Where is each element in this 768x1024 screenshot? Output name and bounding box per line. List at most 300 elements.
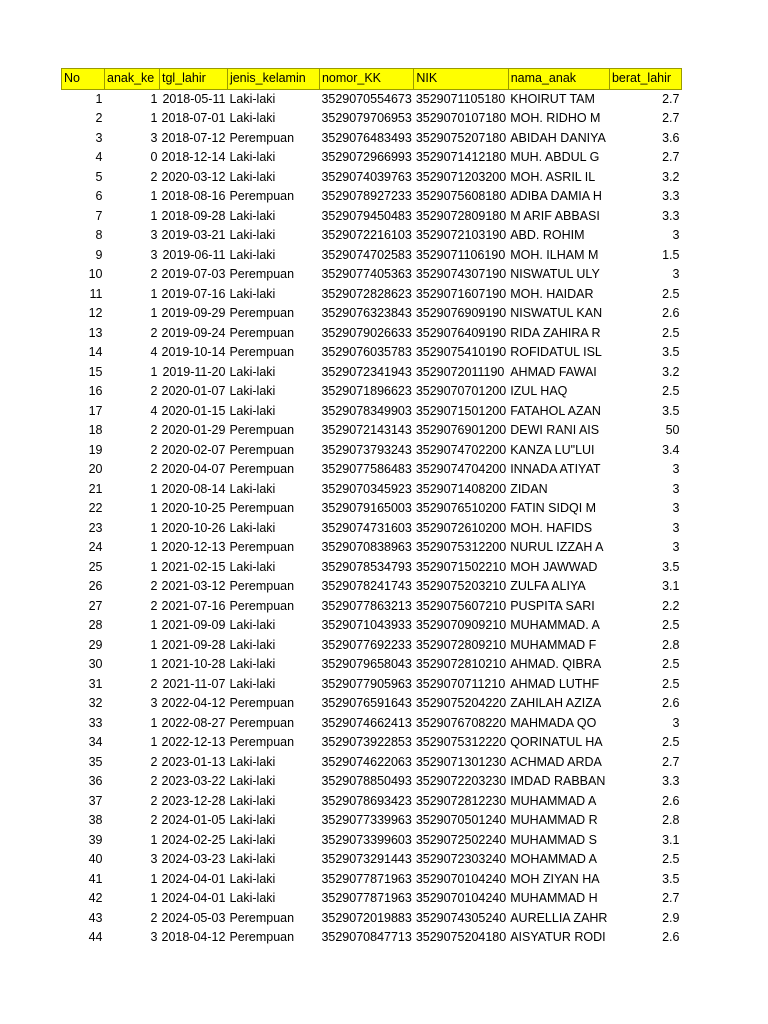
cell-no[interactable]: 41: [88, 871, 103, 886]
cell-nik[interactable]: 3529076909190: [415, 306, 507, 320]
cell-jenis-kelamin[interactable]: Laki-laki: [229, 637, 276, 652]
cell-no[interactable]: 3: [95, 130, 103, 145]
cell-anak-ke[interactable]: 1: [150, 832, 158, 847]
cell-tgl-lahir[interactable]: 2019-09-24: [161, 325, 226, 340]
cell-no[interactable]: 19: [88, 442, 103, 457]
cell-nik[interactable]: 3529072303240: [415, 852, 507, 866]
cell-anak-ke[interactable]: 3: [150, 130, 158, 145]
cell-tgl-lahir[interactable]: 2021-10-28: [161, 657, 226, 671]
cell-nama-anak[interactable]: AURELLIA ZAHR: [510, 910, 608, 925]
cell-nama-anak[interactable]: M ARIF ABBASI: [510, 208, 600, 223]
cell-nama-anak[interactable]: ZULFA ALIYA: [510, 579, 586, 593]
cell-berat-lahir[interactable]: 2.7: [662, 111, 680, 125]
cell-tgl-lahir[interactable]: 2023-03-22: [161, 774, 226, 788]
cell-berat-lahir[interactable]: 2.6: [662, 306, 680, 320]
cell-nomor-kk[interactable]: 3529072143143: [321, 423, 412, 437]
cell-tgl-lahir[interactable]: 2021-03-12: [161, 579, 226, 593]
cell-jenis-kelamin[interactable]: Perempuan: [229, 130, 295, 145]
cell-tgl-lahir[interactable]: 2019-07-16: [161, 286, 226, 301]
cell-nik[interactable]: 3529070909210: [415, 618, 507, 632]
cell-no[interactable]: 33: [88, 715, 103, 730]
cell-nik[interactable]: 3529074305240: [415, 910, 507, 925]
cell-nik[interactable]: 3529071408200: [415, 481, 507, 496]
cell-tgl-lahir[interactable]: 2024-03-23: [161, 852, 226, 866]
cell-no[interactable]: 14: [88, 345, 103, 359]
cell-berat-lahir[interactable]: 3.2: [662, 364, 680, 379]
cell-berat-lahir[interactable]: 2.7: [662, 150, 680, 164]
cell-anak-ke[interactable]: 1: [150, 871, 158, 886]
cell-nama-anak[interactable]: MOH ZIYAN HA: [510, 871, 600, 886]
cell-nik[interactable]: 3529072809180: [415, 208, 507, 223]
cell-nama-anak[interactable]: MUHAMMAD A: [510, 793, 597, 808]
cell-nomor-kk[interactable]: 3529077586483: [321, 462, 412, 476]
cell-jenis-kelamin[interactable]: Laki-laki: [229, 813, 276, 827]
cell-no[interactable]: 21: [88, 481, 103, 496]
cell-nomor-kk[interactable]: 3529078349903: [321, 403, 412, 418]
cell-no[interactable]: 27: [88, 598, 103, 613]
cell-berat-lahir[interactable]: 3.2: [662, 169, 680, 184]
cell-tgl-lahir[interactable]: 2018-12-14: [161, 150, 226, 164]
cell-nama-anak[interactable]: FATIN SIDQI M: [510, 501, 597, 515]
cell-nomor-kk[interactable]: 3529071043933: [321, 618, 412, 632]
cell-nomor-kk[interactable]: 3529077863213: [321, 598, 412, 613]
cell-jenis-kelamin[interactable]: Laki-laki: [229, 169, 276, 184]
cell-nik[interactable]: 3529075207180: [415, 130, 507, 145]
cell-jenis-kelamin[interactable]: Perempuan: [229, 696, 295, 710]
cell-berat-lahir[interactable]: 2.5: [662, 657, 680, 671]
cell-anak-ke[interactable]: 2: [150, 267, 158, 281]
cell-tgl-lahir[interactable]: 2020-01-29: [161, 423, 226, 437]
cell-tgl-lahir[interactable]: 2019-07-03: [161, 267, 226, 281]
cell-anak-ke[interactable]: 2: [150, 442, 158, 457]
cell-nama-anak[interactable]: PUSPITA SARI: [510, 598, 595, 613]
cell-nik[interactable]: 3529076510200: [415, 501, 507, 515]
header-cell-nama-anak[interactable]: nama_anak: [508, 69, 609, 90]
cell-nama-anak[interactable]: NISWATUL ULY: [510, 267, 600, 281]
cell-anak-ke[interactable]: 3: [150, 696, 158, 710]
cell-nomor-kk[interactable]: 3529073922853: [321, 735, 412, 749]
cell-nama-anak[interactable]: DEWI RANI AIS: [510, 423, 600, 437]
cell-jenis-kelamin[interactable]: Laki-laki: [229, 754, 276, 769]
cell-nik[interactable]: 3529072809210: [415, 637, 507, 652]
cell-jenis-kelamin[interactable]: Laki-laki: [229, 384, 276, 398]
cell-jenis-kelamin[interactable]: Laki-laki: [229, 793, 276, 808]
cell-nomor-kk[interactable]: 3529072019883: [321, 910, 412, 925]
cell-nik[interactable]: 3529071203200: [415, 169, 507, 184]
cell-anak-ke[interactable]: 1: [150, 540, 158, 554]
cell-anak-ke[interactable]: 1: [150, 208, 158, 223]
cell-berat-lahir[interactable]: 2.5: [662, 676, 680, 691]
cell-nomor-kk[interactable]: 3529077905963: [321, 676, 412, 691]
cell-tgl-lahir[interactable]: 2020-10-26: [161, 520, 226, 535]
cell-tgl-lahir[interactable]: 2018-05-11: [162, 91, 226, 106]
cell-nama-anak[interactable]: MOH. RIDHO M: [510, 111, 601, 125]
cell-jenis-kelamin[interactable]: Perempuan: [229, 910, 295, 925]
cell-berat-lahir[interactable]: 2.8: [662, 813, 680, 827]
cell-tgl-lahir[interactable]: 2024-04-01: [161, 871, 226, 886]
cell-nomor-kk[interactable]: 3529078534793: [321, 559, 412, 574]
cell-berat-lahir[interactable]: 3: [672, 520, 680, 535]
cell-anak-ke[interactable]: 1: [150, 306, 158, 320]
cell-nomor-kk[interactable]: 3529078693423: [321, 793, 412, 808]
cell-tgl-lahir[interactable]: 2021-09-09: [161, 618, 226, 632]
cell-nik[interactable]: 3529072203230: [415, 774, 507, 788]
cell-berat-lahir[interactable]: 2.5: [662, 618, 680, 632]
cell-nik[interactable]: 3529070701200: [415, 384, 507, 398]
cell-anak-ke[interactable]: 1: [150, 657, 158, 671]
cell-berat-lahir[interactable]: 3: [672, 501, 680, 515]
cell-jenis-kelamin[interactable]: Perempuan: [229, 189, 295, 203]
cell-tgl-lahir[interactable]: 2023-01-13: [161, 754, 226, 769]
cell-jenis-kelamin[interactable]: Laki-laki: [229, 403, 276, 418]
cell-no[interactable]: 12: [88, 306, 103, 320]
cell-nik[interactable]: 3529075607210: [415, 598, 507, 613]
cell-nomor-kk[interactable]: 3529079026633: [321, 325, 412, 340]
cell-nomor-kk[interactable]: 3529070345923: [321, 481, 412, 496]
cell-tgl-lahir[interactable]: 2020-01-15: [161, 403, 226, 418]
cell-berat-lahir[interactable]: 2.5: [662, 384, 680, 398]
cell-berat-lahir[interactable]: 3.6: [662, 130, 680, 145]
cell-no[interactable]: 4: [95, 150, 103, 164]
cell-no[interactable]: 38: [88, 813, 103, 827]
cell-nama-anak[interactable]: IMDAD RABBAN: [510, 774, 606, 788]
cell-nomor-kk[interactable]: 3529072216103: [321, 228, 412, 242]
cell-nik[interactable]: 3529071301230: [415, 754, 507, 769]
cell-nomor-kk[interactable]: 3529079450483: [321, 208, 412, 223]
cell-jenis-kelamin[interactable]: Perempuan: [229, 735, 295, 749]
cell-anak-ke[interactable]: 3: [150, 228, 158, 242]
cell-jenis-kelamin[interactable]: Perempuan: [229, 267, 295, 281]
cell-nik[interactable]: 3529075608180: [415, 189, 507, 203]
cell-nomor-kk[interactable]: 3529073399603: [321, 832, 412, 847]
cell-nama-anak[interactable]: ZAHILAH AZIZA: [510, 696, 602, 710]
cell-no[interactable]: 25: [88, 559, 103, 574]
cell-nomor-kk[interactable]: 3529074662413: [321, 715, 412, 730]
cell-nama-anak[interactable]: MOH. HAIDAR: [510, 286, 594, 301]
cell-tgl-lahir[interactable]: 2020-08-14: [161, 481, 226, 496]
cell-jenis-kelamin[interactable]: Perempuan: [229, 423, 295, 437]
cell-nama-anak[interactable]: MUHAMMAD. A: [510, 618, 600, 632]
cell-anak-ke[interactable]: 1: [150, 618, 158, 632]
cell-nik[interactable]: 3529071106190: [415, 247, 506, 262]
cell-tgl-lahir[interactable]: 2020-02-07: [161, 442, 226, 457]
cell-no[interactable]: 1: [95, 91, 103, 106]
cell-anak-ke[interactable]: 2: [150, 579, 158, 593]
cell-tgl-lahir[interactable]: 2018-07-01: [161, 111, 226, 125]
cell-nama-anak[interactable]: RIDA ZAHIRA R: [510, 325, 601, 340]
cell-no[interactable]: 20: [88, 462, 103, 476]
cell-no[interactable]: 43: [88, 910, 103, 925]
cell-tgl-lahir[interactable]: 2024-02-25: [161, 832, 226, 847]
header-cell-tgl-lahir[interactable]: tgl_lahir: [160, 69, 228, 90]
header-cell-nik[interactable]: NIK: [414, 69, 508, 90]
cell-anak-ke[interactable]: 1: [150, 559, 158, 574]
cell-berat-lahir[interactable]: 1.5: [662, 247, 680, 262]
cell-tgl-lahir[interactable]: 2019-03-21: [161, 228, 226, 242]
cell-nomor-kk[interactable]: 3529079658043: [321, 657, 412, 671]
cell-anak-ke[interactable]: 1: [150, 364, 158, 379]
cell-tgl-lahir[interactable]: 2024-01-05: [161, 813, 226, 827]
cell-anak-ke[interactable]: 4: [150, 403, 158, 418]
cell-no[interactable]: 32: [88, 696, 103, 710]
cell-berat-lahir[interactable]: 3.1: [662, 832, 680, 847]
cell-berat-lahir[interactable]: 3: [672, 481, 680, 496]
cell-no[interactable]: 31: [88, 676, 103, 691]
cell-no[interactable]: 40: [88, 852, 103, 866]
cell-nomor-kk[interactable]: 3529073291443: [321, 852, 412, 866]
cell-nik[interactable]: 3529075204180: [415, 930, 507, 944]
cell-no[interactable]: 9: [95, 247, 103, 262]
cell-berat-lahir[interactable]: 2.5: [662, 852, 680, 866]
cell-anak-ke[interactable]: 1: [150, 520, 158, 535]
cell-tgl-lahir[interactable]: 2018-04-12: [161, 930, 226, 944]
cell-nik[interactable]: 3529074704200: [415, 462, 507, 476]
cell-jenis-kelamin[interactable]: Perempuan: [229, 325, 295, 340]
cell-no[interactable]: 17: [88, 403, 103, 418]
cell-jenis-kelamin[interactable]: Laki-laki: [229, 832, 276, 847]
cell-no[interactable]: 28: [88, 618, 103, 632]
cell-jenis-kelamin[interactable]: Perempuan: [229, 930, 295, 944]
cell-anak-ke[interactable]: 2: [150, 813, 158, 827]
cell-berat-lahir[interactable]: 3.3: [662, 774, 680, 788]
cell-nama-anak[interactable]: MOH. HAFIDS: [510, 520, 593, 535]
cell-jenis-kelamin[interactable]: Perempuan: [229, 306, 295, 320]
cell-nomor-kk[interactable]: 3529073793243: [321, 442, 412, 457]
cell-anak-ke[interactable]: 1: [150, 189, 158, 203]
cell-jenis-kelamin[interactable]: Laki-laki: [229, 871, 276, 886]
cell-jenis-kelamin[interactable]: Perempuan: [229, 462, 295, 476]
cell-jenis-kelamin[interactable]: Perempuan: [229, 715, 295, 730]
cell-anak-ke[interactable]: 3: [150, 930, 158, 944]
cell-no[interactable]: 13: [88, 325, 103, 340]
cell-nik[interactable]: 3529070104240: [415, 891, 507, 905]
cell-jenis-kelamin[interactable]: Perempuan: [229, 501, 295, 515]
cell-berat-lahir[interactable]: 3.5: [662, 559, 680, 574]
cell-jenis-kelamin[interactable]: Laki-laki: [229, 364, 276, 379]
cell-no[interactable]: 18: [88, 423, 103, 437]
cell-jenis-kelamin[interactable]: Laki-laki: [229, 247, 276, 262]
cell-nama-anak[interactable]: ADIBA DAMIA H: [510, 189, 602, 203]
cell-nik[interactable]: 3529075312220: [415, 735, 507, 749]
cell-no[interactable]: 24: [88, 540, 103, 554]
cell-jenis-kelamin[interactable]: Laki-laki: [229, 774, 276, 788]
cell-anak-ke[interactable]: 1: [150, 111, 158, 125]
cell-anak-ke[interactable]: 2: [150, 169, 158, 184]
cell-nama-anak[interactable]: ROFIDATUL ISL: [510, 345, 602, 359]
cell-nama-anak[interactable]: ACHMAD ARDA: [510, 754, 602, 769]
cell-tgl-lahir[interactable]: 2020-10-25: [161, 501, 226, 515]
cell-nama-anak[interactable]: INNADA ATIYAT: [510, 462, 601, 476]
cell-nik[interactable]: 3529076409190: [415, 325, 507, 340]
cell-nik[interactable]: 3529075410190: [415, 345, 507, 359]
cell-berat-lahir[interactable]: 3.5: [662, 871, 680, 886]
cell-nik[interactable]: 3529072812230: [415, 793, 507, 808]
cell-berat-lahir[interactable]: 2.5: [662, 735, 680, 749]
cell-nomor-kk[interactable]: 3529078850493: [321, 774, 412, 788]
header-cell-berat-lahir[interactable]: berat_lahir: [609, 69, 681, 90]
cell-nik[interactable]: 3529070711210: [415, 676, 506, 691]
cell-nomor-kk[interactable]: 3529078241743: [321, 579, 412, 593]
cell-berat-lahir[interactable]: 3: [672, 715, 680, 730]
cell-nama-anak[interactable]: FATAHOL AZAN: [510, 403, 601, 418]
cell-nomor-kk[interactable]: 3529070838963: [321, 540, 412, 554]
header-cell-anak-ke[interactable]: anak_ke: [105, 69, 160, 90]
cell-jenis-kelamin[interactable]: Laki-laki: [229, 111, 276, 125]
cell-nama-anak[interactable]: MUHAMMAD H: [510, 891, 598, 905]
cell-nomor-kk[interactable]: 3529074702583: [321, 247, 412, 262]
cell-nama-anak[interactable]: MUHAMMAD S: [510, 832, 598, 847]
cell-no[interactable]: 23: [88, 520, 103, 535]
cell-no[interactable]: 2: [95, 111, 103, 125]
cell-nomor-kk[interactable]: 3529079165003: [321, 501, 412, 515]
cell-no[interactable]: 30: [88, 657, 103, 671]
cell-berat-lahir[interactable]: 2.9: [662, 910, 680, 925]
cell-berat-lahir[interactable]: 2.7: [662, 754, 680, 769]
cell-nama-anak[interactable]: MOH JAWWAD: [510, 559, 598, 574]
cell-anak-ke[interactable]: 2: [150, 676, 158, 691]
cell-nik[interactable]: 3529072810210: [415, 657, 507, 671]
cell-nik[interactable]: 3529076708220: [415, 715, 507, 730]
cell-nik[interactable]: 3529071502210: [415, 559, 507, 574]
cell-berat-lahir[interactable]: 2.7: [662, 91, 680, 106]
cell-tgl-lahir[interactable]: 2021-11-07: [162, 676, 226, 691]
cell-jenis-kelamin[interactable]: Laki-laki: [229, 481, 276, 496]
cell-anak-ke[interactable]: 2: [150, 325, 158, 340]
cell-nomor-kk[interactable]: 3529074622063: [321, 754, 412, 769]
cell-no[interactable]: 10: [88, 267, 103, 281]
cell-jenis-kelamin[interactable]: Laki-laki: [229, 657, 276, 671]
cell-no[interactable]: 6: [95, 189, 103, 203]
cell-nomor-kk[interactable]: 3529072828623: [321, 286, 412, 301]
cell-no[interactable]: 16: [88, 384, 103, 398]
cell-nama-anak[interactable]: AHMAD LUTHF: [510, 676, 600, 691]
cell-jenis-kelamin[interactable]: Perempuan: [229, 345, 295, 359]
cell-no[interactable]: 22: [88, 501, 103, 515]
cell-berat-lahir[interactable]: 2.6: [662, 930, 680, 944]
cell-nomor-kk[interactable]: 3529079706953: [321, 111, 412, 125]
cell-berat-lahir[interactable]: 2.6: [662, 793, 680, 808]
cell-tgl-lahir[interactable]: 2020-01-07: [161, 384, 226, 398]
cell-no[interactable]: 34: [88, 735, 103, 749]
cell-tgl-lahir[interactable]: 2018-08-16: [161, 189, 226, 203]
cell-nama-anak[interactable]: NURUL IZZAH A: [510, 540, 604, 554]
cell-nomor-kk[interactable]: 3529076035783: [321, 345, 412, 359]
cell-nama-anak[interactable]: ZIDAN: [510, 481, 548, 496]
cell-nomor-kk[interactable]: 3529077405363: [321, 267, 412, 281]
cell-nomor-kk[interactable]: 3529076591643: [321, 696, 412, 710]
cell-jenis-kelamin[interactable]: Perempuan: [229, 442, 295, 457]
cell-nama-anak[interactable]: KANZA LU"LUI: [510, 442, 595, 457]
cell-nama-anak[interactable]: MOH. ILHAM M: [510, 247, 599, 262]
cell-nik[interactable]: 3529074307190: [415, 267, 507, 281]
cell-no[interactable]: 5: [95, 169, 103, 184]
cell-nik[interactable]: 3529070501240: [415, 813, 507, 827]
cell-nama-anak[interactable]: MUHAMMAD R: [510, 813, 598, 827]
cell-anak-ke[interactable]: 3: [150, 247, 158, 262]
cell-nomor-kk[interactable]: 3529077871963: [321, 891, 412, 905]
cell-jenis-kelamin[interactable]: Laki-laki: [229, 208, 276, 223]
cell-tgl-lahir[interactable]: 2019-11-20: [162, 364, 226, 379]
cell-tgl-lahir[interactable]: 2018-09-28: [161, 208, 226, 223]
cell-berat-lahir[interactable]: 3.1: [662, 579, 680, 593]
cell-berat-lahir[interactable]: 3: [672, 462, 680, 476]
cell-nomor-kk[interactable]: 3529077692233: [321, 637, 412, 652]
cell-no[interactable]: 7: [95, 208, 103, 223]
header-cell-no[interactable]: No: [62, 69, 105, 90]
cell-nik[interactable]: 3529071412180: [415, 150, 507, 164]
cell-anak-ke[interactable]: 3: [150, 852, 158, 866]
cell-anak-ke[interactable]: 1: [150, 735, 158, 749]
cell-berat-lahir[interactable]: 3: [672, 540, 680, 554]
cell-nama-anak[interactable]: MOHAMMAD A: [510, 852, 598, 866]
cell-nama-anak[interactable]: KHOIRUT TAM: [510, 91, 595, 106]
cell-nama-anak[interactable]: ABIDAH DANIYA: [510, 130, 606, 145]
cell-tgl-lahir[interactable]: 2019-09-29: [161, 306, 226, 320]
cell-berat-lahir[interactable]: 3: [672, 228, 680, 242]
cell-no[interactable]: 36: [88, 774, 103, 788]
cell-nik[interactable]: 3529072103190: [415, 228, 507, 242]
cell-nama-anak[interactable]: ABD. ROHIM: [510, 228, 585, 242]
cell-nama-anak[interactable]: MAHMADA QO: [510, 715, 597, 730]
cell-nik[interactable]: 3529076901200: [415, 423, 507, 437]
cell-anak-ke[interactable]: 1: [150, 481, 158, 496]
cell-tgl-lahir[interactable]: 2022-08-27: [161, 715, 226, 730]
cell-nik[interactable]: 3529072610200: [415, 520, 507, 535]
cell-berat-lahir[interactable]: 3: [672, 267, 680, 281]
cell-berat-lahir[interactable]: 2.6: [662, 696, 680, 710]
cell-nama-anak[interactable]: AISYATUR RODI: [510, 930, 606, 944]
cell-jenis-kelamin[interactable]: Laki-laki: [229, 852, 276, 866]
cell-anak-ke[interactable]: 1: [150, 501, 158, 515]
cell-berat-lahir[interactable]: 50: [665, 423, 680, 437]
cell-anak-ke[interactable]: 2: [150, 598, 158, 613]
cell-no[interactable]: 11: [89, 286, 103, 301]
cell-tgl-lahir[interactable]: 2024-04-01: [161, 891, 226, 905]
cell-jenis-kelamin[interactable]: Perempuan: [229, 540, 295, 554]
cell-anak-ke[interactable]: 1: [150, 91, 158, 106]
cell-nik[interactable]: 3529074702200: [415, 442, 507, 457]
cell-berat-lahir[interactable]: 3.3: [662, 189, 680, 203]
cell-nik[interactable]: 3529072502240: [415, 832, 507, 847]
cell-nik[interactable]: 3529075312200: [415, 540, 507, 554]
cell-jenis-kelamin[interactable]: Laki-laki: [229, 891, 276, 905]
cell-nama-anak[interactable]: AHMAD FAWAI: [510, 364, 597, 379]
cell-nomor-kk[interactable]: 3529074039763: [321, 169, 412, 184]
cell-anak-ke[interactable]: 1: [150, 637, 158, 652]
cell-tgl-lahir[interactable]: 2024-05-03: [161, 910, 226, 925]
header-cell-jenis-kelamin[interactable]: jenis_kelamin: [227, 69, 319, 90]
cell-jenis-kelamin[interactable]: Laki-laki: [229, 559, 276, 574]
cell-jenis-kelamin[interactable]: Perempuan: [229, 598, 295, 613]
cell-tgl-lahir[interactable]: 2019-06-11: [162, 247, 226, 262]
cell-nomor-kk[interactable]: 3529078927233: [321, 189, 412, 203]
cell-jenis-kelamin[interactable]: Laki-laki: [229, 286, 276, 301]
cell-jenis-kelamin[interactable]: Laki-laki: [229, 676, 276, 691]
cell-jenis-kelamin[interactable]: Perempuan: [229, 579, 295, 593]
cell-nama-anak[interactable]: IZUL HAQ: [510, 384, 568, 398]
cell-nik[interactable]: 3529070104240: [415, 871, 507, 886]
cell-tgl-lahir[interactable]: 2023-12-28: [161, 793, 226, 808]
cell-anak-ke[interactable]: 0: [150, 150, 158, 164]
cell-nomor-kk[interactable]: 3529071896623: [321, 384, 412, 398]
cell-nomor-kk[interactable]: 3529077339963: [321, 813, 412, 827]
cell-tgl-lahir[interactable]: 2020-12-13: [161, 540, 226, 554]
cell-nama-anak[interactable]: QORINATUL HA: [510, 735, 603, 749]
cell-berat-lahir[interactable]: 2.5: [662, 325, 680, 340]
cell-nama-anak[interactable]: MUHAMMAD F: [510, 637, 597, 652]
cell-no[interactable]: 29: [88, 637, 103, 652]
cell-nomor-kk[interactable]: 3529072341943: [321, 364, 412, 379]
